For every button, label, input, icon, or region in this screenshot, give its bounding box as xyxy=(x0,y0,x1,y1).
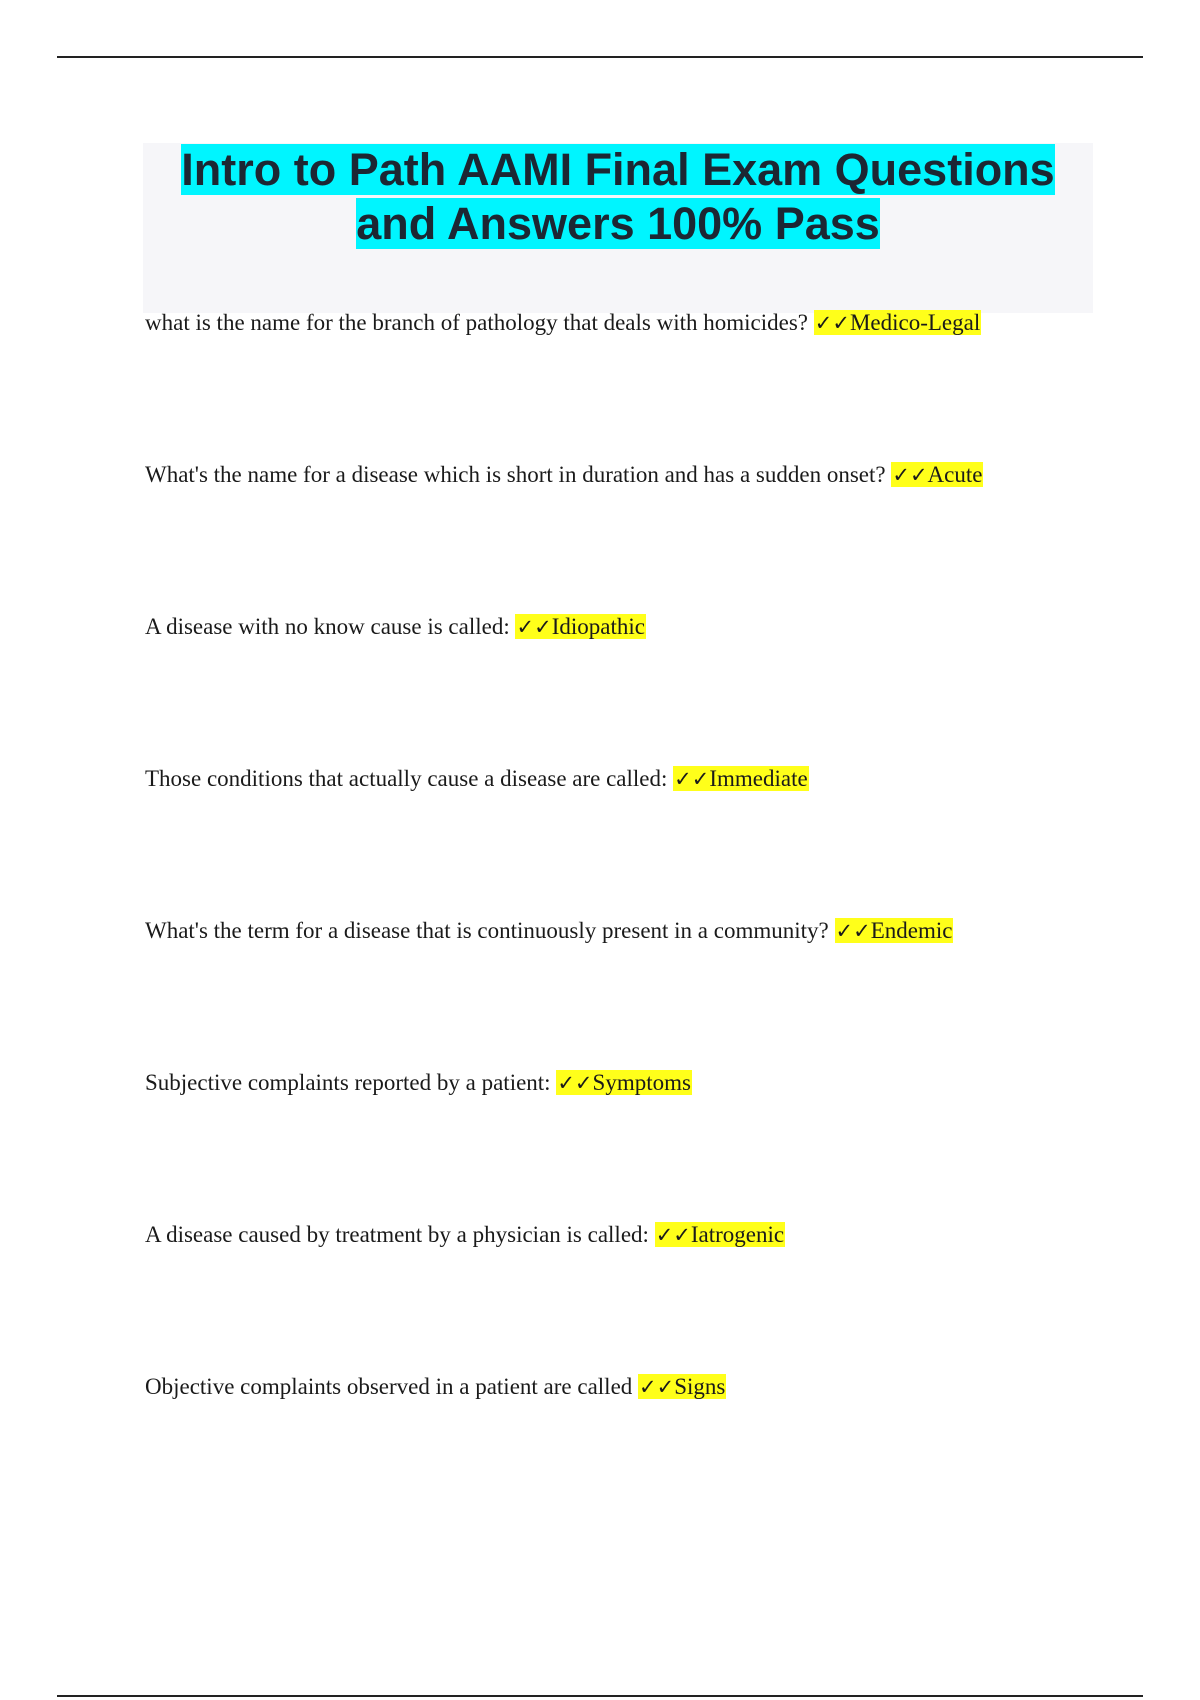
qa-item xyxy=(145,612,646,642)
check-icon: ✓✓ xyxy=(655,1223,691,1247)
check-icon: ✓✓ xyxy=(892,463,928,487)
top-rule xyxy=(57,56,1143,58)
answer-highlight xyxy=(673,766,809,791)
answer-highlight xyxy=(655,1222,785,1247)
answer-highlight xyxy=(638,1374,726,1399)
question-text: What's the term for a disease that is continuously present in a community? xyxy=(145,918,829,943)
check-icon: ✓✓ xyxy=(674,767,710,791)
qa-item xyxy=(145,308,981,338)
answer-highlight xyxy=(891,462,983,487)
title-block xyxy=(143,143,1093,313)
answer-text: Immediate xyxy=(709,766,808,791)
question-text: what is the name for the branch of pathology that deals with homicides? xyxy=(145,310,808,335)
answer-highlight xyxy=(556,1070,692,1095)
answer-text: Iatrogenic xyxy=(690,1222,785,1247)
answer-highlight xyxy=(835,918,954,943)
question-text: A disease with no know cause is called: xyxy=(145,614,510,639)
answer-text: Acute xyxy=(927,462,983,487)
question-text: What's the name for a disease which is short in duration and has a sudden onset? xyxy=(145,462,886,487)
qa-item xyxy=(145,764,809,794)
answer-text: Endemic xyxy=(870,918,953,943)
check-icon: ✓✓ xyxy=(639,1375,675,1399)
question-text: A disease caused by treatment by a physician is called: xyxy=(145,1222,649,1247)
answer-highlight xyxy=(515,614,645,639)
answer-text: Symptoms xyxy=(592,1070,691,1095)
answer-text: Idiopathic xyxy=(551,614,645,639)
title-line-1: Intro to Path AAMI Final Exam Questions xyxy=(181,144,1055,195)
answer-text: Medico-Legal xyxy=(849,310,981,335)
answer-text: Signs xyxy=(674,1374,726,1399)
qa-item xyxy=(145,1220,785,1250)
bottom-rule xyxy=(57,1695,1143,1697)
question-text: Subjective complaints reported by a patient: xyxy=(145,1070,551,1095)
check-icon: ✓✓ xyxy=(814,311,850,335)
check-icon: ✓✓ xyxy=(557,1071,593,1095)
question-text: Those conditions that actually cause a disease are called: xyxy=(145,766,668,791)
answer-highlight xyxy=(814,310,981,335)
qa-item xyxy=(145,1372,726,1402)
qa-item xyxy=(145,916,953,946)
title-line-2: and Answers 100% Pass xyxy=(356,198,880,249)
question-text: Objective complaints observed in a patient are called xyxy=(145,1374,633,1399)
document-title xyxy=(143,143,1093,251)
check-icon: ✓✓ xyxy=(835,919,871,943)
qa-item xyxy=(145,1068,692,1098)
check-icon: ✓✓ xyxy=(516,615,552,639)
qa-item xyxy=(145,460,983,490)
